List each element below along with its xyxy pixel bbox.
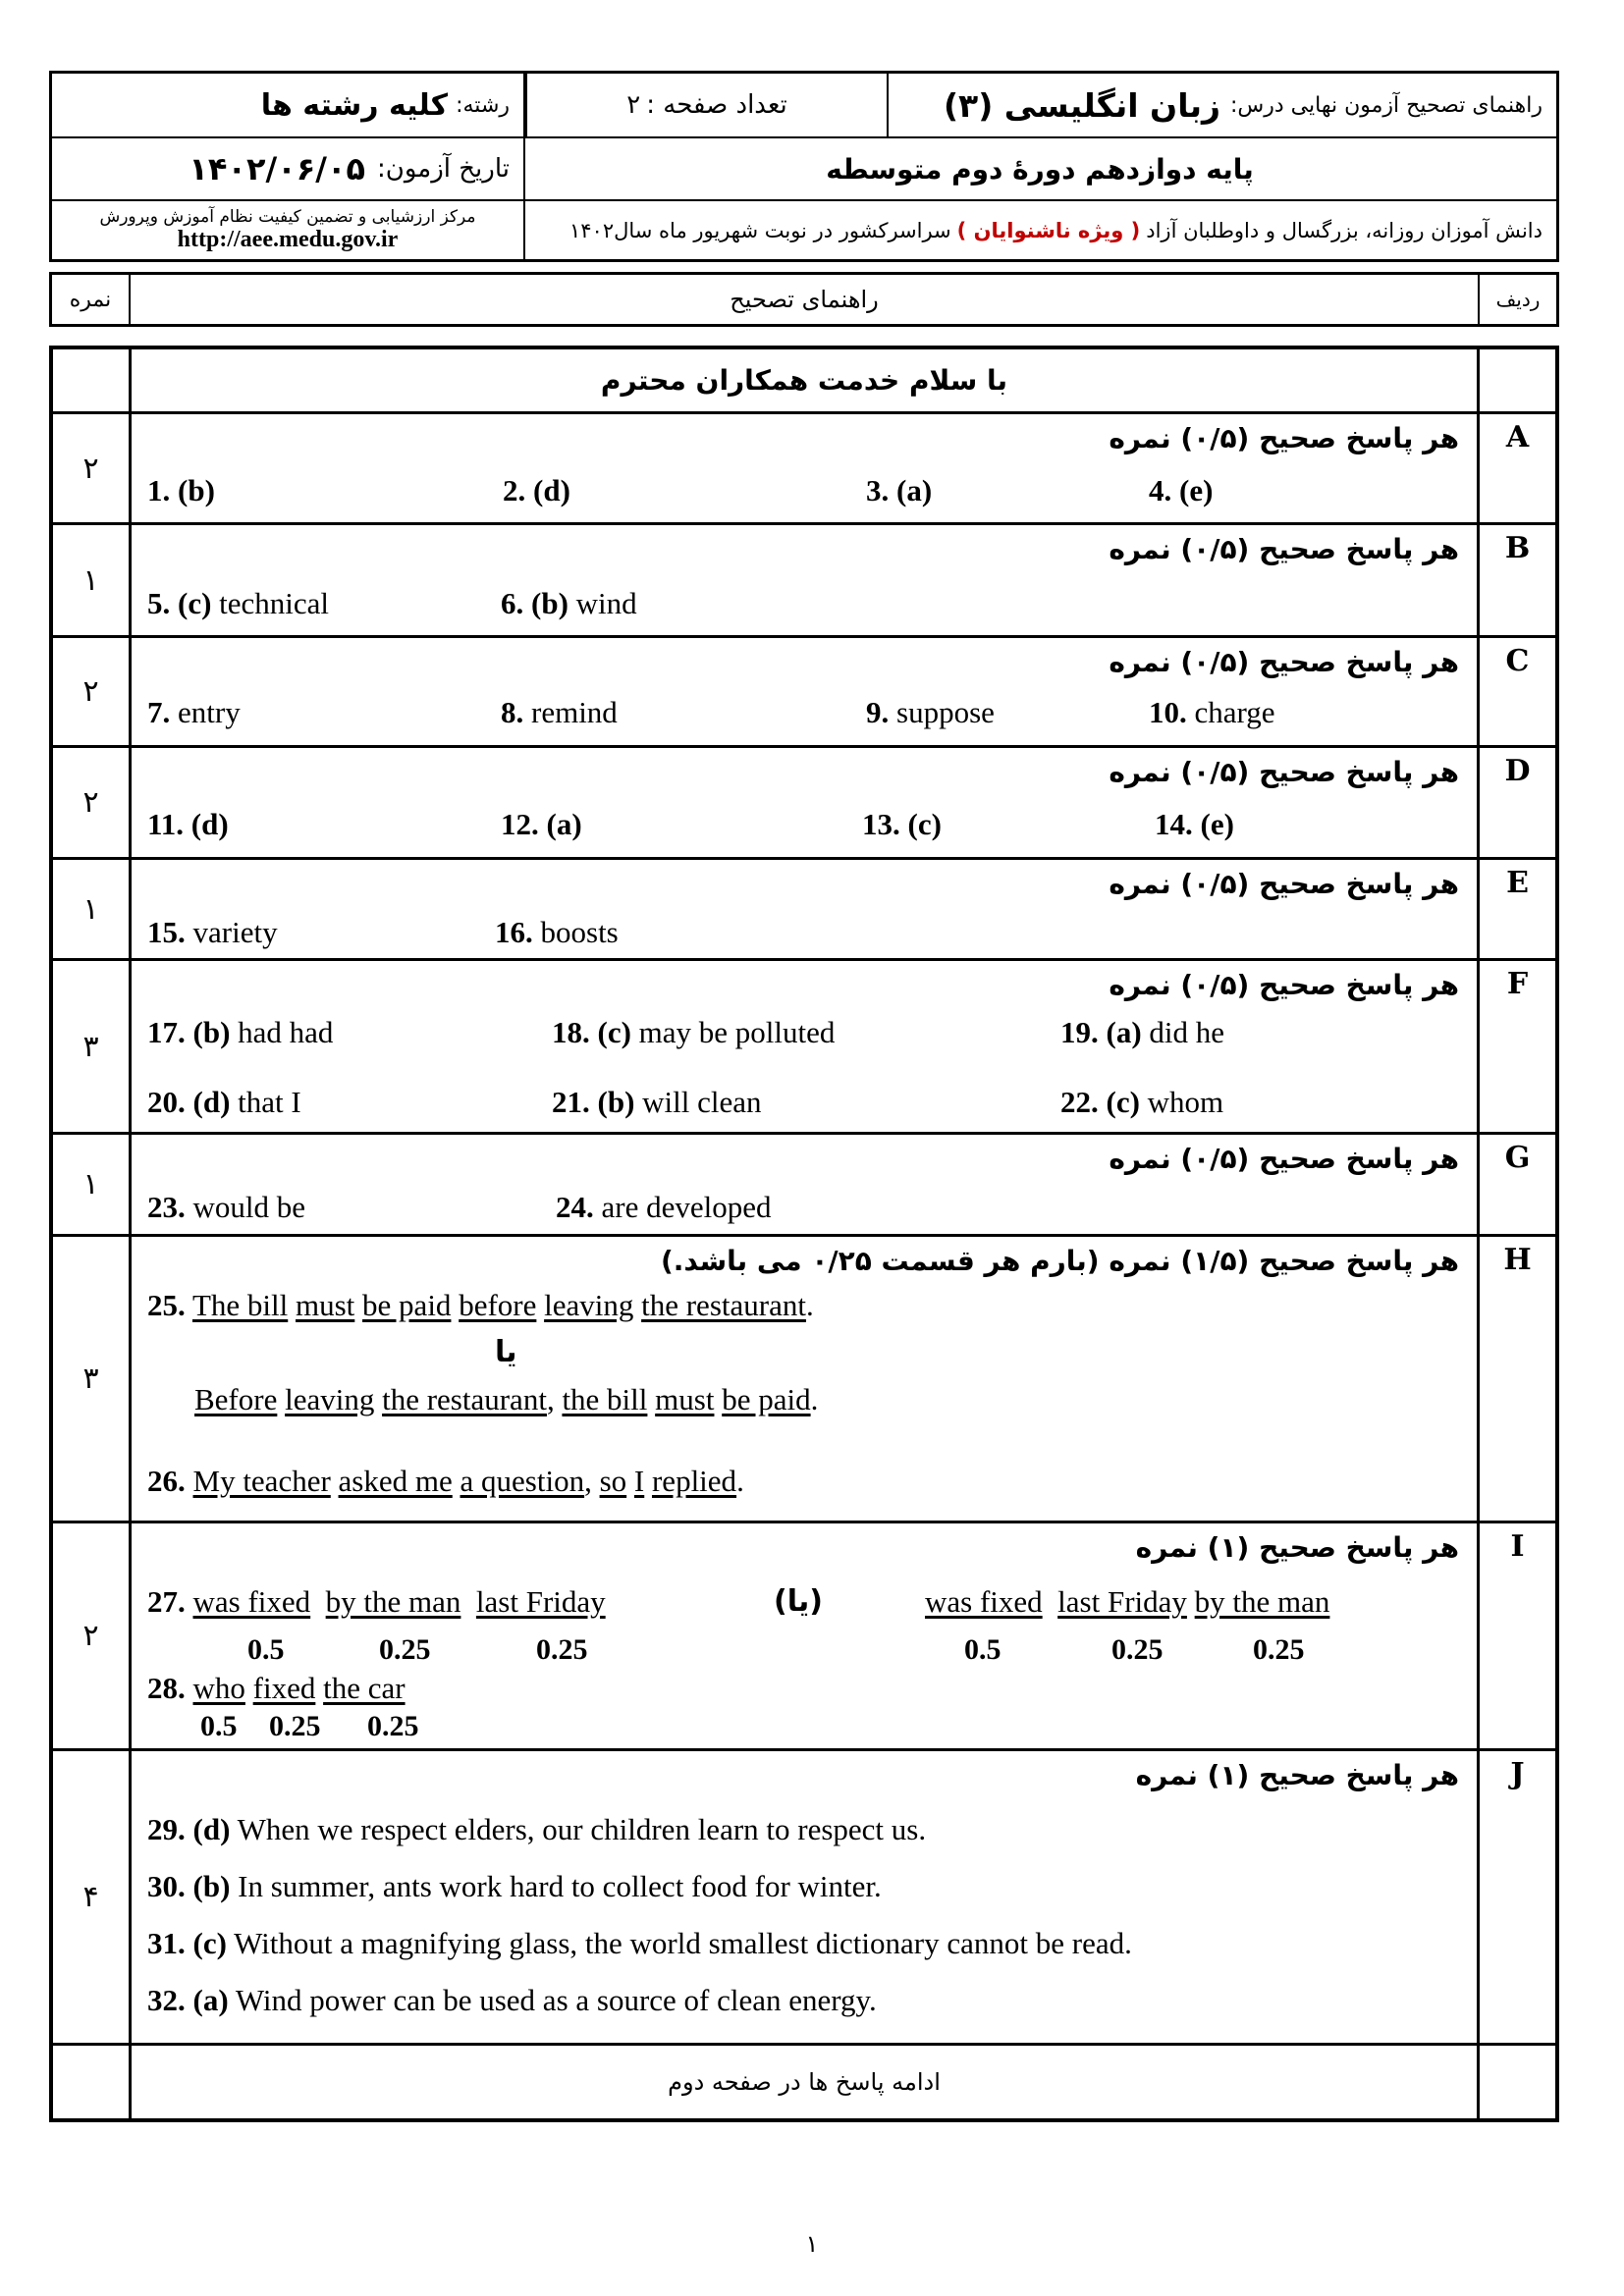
answer-19: 19. (a) did he: [1060, 1015, 1225, 1049]
header-row-3: [52, 201, 1556, 259]
date-cell: [52, 138, 523, 199]
course-title: زبان انگلیسی (۳): [943, 85, 1220, 125]
answer-1: 1. (b): [147, 473, 215, 507]
answer-24: 24. are developed: [556, 1190, 772, 1224]
mark: 0.5: [200, 1710, 238, 1742]
section-J: [53, 1751, 1555, 2046]
pages-value: ۲: [626, 90, 641, 120]
answer-28: 28. who fixed the car: [147, 1671, 406, 1705]
section-instruction: هر پاسخ صحیح (۰/۵) نمره: [1109, 969, 1459, 1001]
section-E: [53, 860, 1555, 961]
section-F: [53, 961, 1555, 1135]
date-value: ۱۴۰۲/۰۶/۰۵: [189, 150, 365, 187]
answer-11: 11. (d): [147, 807, 229, 841]
date-label: تاریخ آزمون:: [377, 154, 510, 184]
mark: 0.25: [379, 1633, 431, 1666]
section-instruction: هر پاسخ صحیح (۰/۵) نمره: [1109, 533, 1459, 565]
header-row-2: [52, 138, 1556, 201]
answer-26: 26. My teacher asked me a question, so I replied.: [147, 1464, 744, 1498]
answer-25b: Before leaving the restaurant, the bill must be paid.: [194, 1382, 819, 1416]
students-session: سراسرکشور در نوبت شهریور ماه سال۱۴۰۲: [568, 218, 951, 242]
answer-29: 29. (d) When we respect elders, our children learn to respect us.: [147, 1812, 927, 1846]
special-label: ( ویژه ناشنوایان ): [956, 218, 1141, 242]
answer-4: 4. (e): [1149, 473, 1214, 507]
score-column-label: نمره: [52, 275, 131, 324]
answer-17: 17. (b) had had: [147, 1015, 334, 1049]
mark: 0.25: [1111, 1633, 1164, 1666]
section-letter: A: [1477, 414, 1555, 522]
pages-cell: [527, 74, 887, 136]
answer-31: 31. (c) Without a magnifying glass, the world smallest dictionary cannot be read.: [147, 1926, 1132, 1960]
section-score: ۳: [53, 1237, 132, 1521]
center-url[interactable]: http://aee.medu.gov.ir: [177, 227, 399, 252]
section-score: ۱: [53, 860, 132, 958]
answer-3: 3. (a): [866, 473, 933, 507]
section-letter: J: [1477, 1751, 1555, 2043]
continue-row: [53, 2046, 1555, 2118]
mark: 0.5: [247, 1633, 285, 1666]
section-letter: B: [1477, 525, 1555, 635]
section-instruction: هر پاسخ صحیح (۰/۵) نمره: [1109, 646, 1459, 678]
pages-label: تعداد صفحه :: [646, 90, 787, 120]
section-letter: G: [1477, 1135, 1555, 1234]
mark: 0.25: [367, 1710, 419, 1742]
greeting-row: [53, 349, 1555, 414]
grade-text: پایه دوازدهم دورهٔ دوم متوسطه: [826, 152, 1254, 186]
section-D: [53, 748, 1555, 860]
section-G: [53, 1135, 1555, 1237]
mark: 0.25: [269, 1710, 321, 1742]
answer-16: 16. boosts: [495, 915, 619, 949]
answer-6: 6. (b) wind: [501, 586, 637, 620]
section-score: ۲: [53, 748, 132, 857]
or-label: یا: [495, 1335, 517, 1369]
section-letter: I: [1477, 1523, 1555, 1748]
exam-header: [49, 71, 1559, 262]
section-H: [53, 1237, 1555, 1523]
answer-20: 20. (d) that I: [147, 1085, 301, 1119]
mark: 0.5: [964, 1633, 1001, 1666]
answer-key-table: [49, 346, 1559, 2122]
answer-9: 9. suppose: [866, 695, 995, 729]
guide-column-label: راهنمای تصحیح: [730, 286, 879, 313]
field-value: کلیه رشته ها: [260, 87, 449, 123]
answer-32: 32. (a) Wind power can be used as a source of clean energy.: [147, 1983, 877, 2017]
answer-13: 13. (c): [862, 807, 942, 841]
answer-7: 7. entry: [147, 695, 241, 729]
section-score: ۲: [53, 1523, 132, 1748]
mark: 0.25: [536, 1633, 588, 1666]
section-score: ۲: [53, 414, 132, 522]
row-column-label: ردیف: [1478, 275, 1556, 324]
header-row-1: [52, 74, 1556, 138]
answer-5: 5. (c) technical: [147, 586, 330, 620]
answer-27b: was fixed last Friday by the man: [925, 1584, 1330, 1619]
course-label: راهنمای تصحیح آزمون نهایی درس:: [1230, 92, 1543, 118]
mark: 0.25: [1253, 1633, 1305, 1666]
section-score: ۱: [53, 525, 132, 635]
field-cell: [52, 74, 523, 136]
section-instruction: هر پاسخ صحیح (۰/۵) نمره: [1109, 756, 1459, 788]
answer-27a: 27. was fixed by the man last Friday: [147, 1584, 606, 1619]
answer-2: 2. (d): [503, 473, 570, 507]
center-name: مرکز ارزشیابی و تضمین کیفیت نظام آموزش وپرورش: [99, 207, 476, 227]
students-cell: [523, 201, 1556, 259]
answer-22: 22. (c) whom: [1060, 1085, 1224, 1119]
section-A: [53, 414, 1555, 525]
section-letter: D: [1477, 748, 1555, 857]
section-score: ۱: [53, 1135, 132, 1234]
answer-8: 8. remind: [501, 695, 618, 729]
section-instruction: هر پاسخ صحیح (۰/۵) نمره: [1109, 422, 1459, 454]
greeting-text: با سلام خدمت همکاران محترم: [600, 364, 1008, 397]
section-instruction: هر پاسخ صحیح (۱) نمره: [1135, 1531, 1459, 1564]
answer-12: 12. (a): [501, 807, 582, 841]
section-instruction: هر پاسخ صحیح (۱) نمره: [1135, 1759, 1459, 1791]
students-text: دانش آموزان روزانه، بزرگسال و داوطلبان آزاد: [1146, 218, 1543, 242]
answer-25a: 25. The bill must be paid before leaving the restaurant.: [147, 1288, 814, 1322]
center-cell: [52, 201, 523, 259]
section-instruction: هر پاسخ صحیح (۰/۵) نمره: [1109, 1143, 1459, 1175]
section-instruction: هر پاسخ صحیح (۱/۵) نمره (بارم هر قسمت ۰/۲۵ می باشد.): [660, 1245, 1459, 1277]
answer-21: 21. (b) will clean: [552, 1085, 762, 1119]
section-letter: F: [1477, 961, 1555, 1132]
section-letter: C: [1477, 638, 1555, 745]
answer-14: 14. (e): [1155, 807, 1234, 841]
or-label: (یا): [774, 1584, 823, 1619]
answer-15: 15. variety: [147, 915, 278, 949]
grade-cell: [523, 138, 1556, 199]
answer-30: 30. (b) In summer, ants work hard to collect food for winter.: [147, 1869, 882, 1903]
answer-23: 23. would be: [147, 1190, 306, 1224]
section-instruction: هر پاسخ صحیح (۰/۵) نمره: [1109, 868, 1459, 900]
section-B: [53, 525, 1555, 638]
column-header: [49, 272, 1559, 327]
section-letter: E: [1477, 860, 1555, 958]
section-I: [53, 1523, 1555, 1751]
section-letter: H: [1477, 1237, 1555, 1521]
answer-10: 10. charge: [1149, 695, 1275, 729]
answer-18: 18. (c) may be polluted: [552, 1015, 836, 1049]
page-number: ۱: [805, 2230, 819, 2258]
section-score: ۲: [53, 638, 132, 745]
section-C: [53, 638, 1555, 748]
section-score: ۴: [53, 1751, 132, 2043]
continue-note: ادامه پاسخ ها در صفحه دوم: [668, 2068, 941, 2096]
section-score: ۳: [53, 961, 132, 1132]
field-label: رشته:: [456, 92, 510, 118]
